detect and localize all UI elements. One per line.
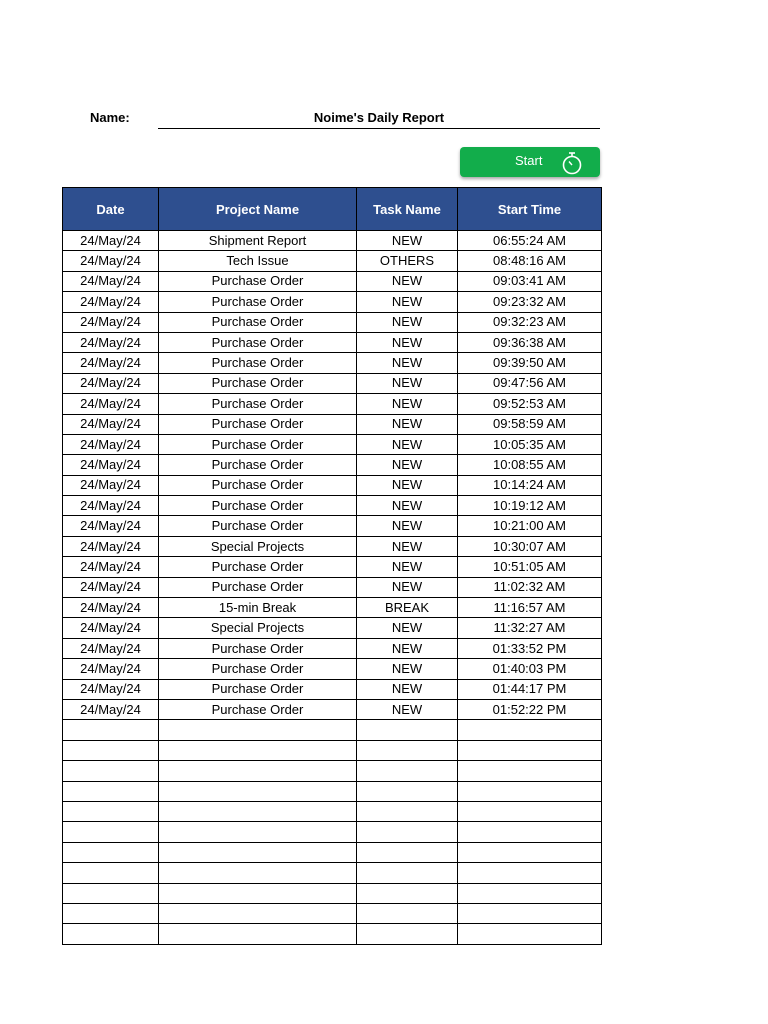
task-name-cell[interactable] [357, 761, 458, 781]
table-row [63, 638, 602, 658]
project-name-cell[interactable]: Purchase Order [159, 577, 357, 597]
date-cell[interactable] [63, 740, 159, 760]
task-name-cell[interactable] [357, 842, 458, 862]
date-cell[interactable]: 24/May/24 [63, 353, 159, 373]
project-name-cell[interactable]: Purchase Order [159, 414, 357, 434]
project-name-cell[interactable] [159, 903, 357, 923]
start-time-cell[interactable]: 06:55:24 AM [458, 231, 602, 251]
project-name-cell[interactable] [159, 801, 357, 821]
date-cell[interactable] [63, 801, 159, 821]
date-cell[interactable]: 24/May/24 [63, 394, 159, 414]
table-row [63, 475, 602, 495]
start-time-cell[interactable]: 01:44:17 PM [458, 679, 602, 699]
date-cell[interactable]: 24/May/24 [63, 618, 159, 638]
date-cell[interactable]: 24/May/24 [63, 598, 159, 618]
task-name-cell[interactable]: NEW [357, 394, 458, 414]
start-time-cell[interactable]: 10:30:07 AM [458, 536, 602, 556]
table-row [63, 659, 602, 679]
start-time-cell[interactable]: 09:36:38 AM [458, 332, 602, 352]
date-cell[interactable]: 24/May/24 [63, 332, 159, 352]
table-row [63, 414, 602, 434]
table-row [63, 699, 602, 719]
start-time-cell[interactable]: 09:03:41 AM [458, 271, 602, 291]
start-time-cell[interactable]: 01:33:52 PM [458, 638, 602, 658]
task-name-cell[interactable] [357, 883, 458, 903]
task-name-cell[interactable]: BREAK [357, 598, 458, 618]
start-time-cell[interactable]: 10:19:12 AM [458, 496, 602, 516]
task-name-cell[interactable]: NEW [357, 536, 458, 556]
date-cell[interactable]: 24/May/24 [63, 414, 159, 434]
task-name-cell[interactable]: NEW [357, 455, 458, 475]
table-row [63, 740, 602, 760]
date-cell[interactable]: 24/May/24 [63, 577, 159, 597]
task-name-cell[interactable]: NEW [357, 659, 458, 679]
project-name-cell[interactable] [159, 740, 357, 760]
table-row [63, 720, 602, 740]
start-time-cell[interactable] [458, 863, 602, 883]
start-time-cell[interactable]: 11:32:27 AM [458, 618, 602, 638]
task-name-cell[interactable] [357, 720, 458, 740]
table-row [63, 781, 602, 801]
table-row [63, 883, 602, 903]
start-time-cell[interactable]: 09:47:56 AM [458, 373, 602, 393]
table-row [63, 231, 602, 251]
task-name-cell[interactable]: OTHERS [357, 251, 458, 271]
project-name-cell[interactable] [159, 863, 357, 883]
task-name-cell[interactable] [357, 863, 458, 883]
task-name-cell[interactable]: NEW [357, 577, 458, 597]
date-cell[interactable]: 24/May/24 [63, 536, 159, 556]
name-label: Name: [90, 110, 130, 125]
project-name-cell[interactable]: Purchase Order [159, 353, 357, 373]
start-button[interactable] [460, 147, 600, 177]
date-cell[interactable] [63, 842, 159, 862]
date-cell[interactable]: 24/May/24 [63, 312, 159, 332]
project-name-cell[interactable]: Purchase Order [159, 659, 357, 679]
start-time-cell[interactable] [458, 801, 602, 821]
task-name-cell[interactable]: NEW [357, 312, 458, 332]
project-name-cell[interactable]: Purchase Order [159, 373, 357, 393]
project-name-cell[interactable]: Purchase Order [159, 271, 357, 291]
start-time-cell[interactable] [458, 842, 602, 862]
date-cell[interactable]: 24/May/24 [63, 475, 159, 495]
project-name-cell[interactable]: Purchase Order [159, 699, 357, 719]
table-row [63, 761, 602, 781]
project-name-cell[interactable]: Purchase Order [159, 332, 357, 352]
table-row [63, 332, 602, 352]
project-name-cell[interactable] [159, 720, 357, 740]
task-name-cell[interactable]: NEW [357, 638, 458, 658]
project-name-cell[interactable] [159, 842, 357, 862]
table-row [63, 271, 602, 291]
date-cell[interactable]: 24/May/24 [63, 496, 159, 516]
start-time-cell[interactable]: 09:23:32 AM [458, 292, 602, 312]
report-table [62, 187, 602, 945]
project-name-cell[interactable]: Purchase Order [159, 679, 357, 699]
date-cell[interactable] [63, 883, 159, 903]
table-row [63, 353, 602, 373]
start-time-cell[interactable] [458, 781, 602, 801]
task-name-cell[interactable]: NEW [357, 373, 458, 393]
task-name-cell[interactable]: NEW [357, 557, 458, 577]
project-name-cell[interactable]: Purchase Order [159, 455, 357, 475]
date-cell[interactable] [63, 720, 159, 740]
table-row [63, 536, 602, 556]
column-header-project-name[interactable]: Project Name [159, 188, 357, 231]
start-time-cell[interactable]: 10:05:35 AM [458, 434, 602, 454]
table-row [63, 863, 602, 883]
start-time-cell[interactable]: 09:32:23 AM [458, 312, 602, 332]
task-name-cell[interactable]: NEW [357, 271, 458, 291]
start-time-cell[interactable] [458, 822, 602, 842]
start-time-cell[interactable]: 10:51:05 AM [458, 557, 602, 577]
project-name-cell[interactable]: Special Projects [159, 536, 357, 556]
date-cell[interactable] [63, 924, 159, 944]
start-time-cell[interactable] [458, 883, 602, 903]
project-name-cell[interactable]: Purchase Order [159, 292, 357, 312]
date-cell[interactable]: 24/May/24 [63, 251, 159, 271]
start-time-cell[interactable]: 11:02:32 AM [458, 577, 602, 597]
date-cell[interactable] [63, 781, 159, 801]
start-time-cell[interactable] [458, 903, 602, 923]
date-cell[interactable]: 24/May/24 [63, 679, 159, 699]
project-name-cell[interactable] [159, 781, 357, 801]
project-name-cell[interactable] [159, 822, 357, 842]
table-row [63, 434, 602, 454]
date-cell[interactable] [63, 863, 159, 883]
table-body [63, 231, 602, 945]
start-time-cell[interactable]: 11:16:57 AM [458, 598, 602, 618]
date-cell[interactable]: 24/May/24 [63, 434, 159, 454]
table-row [63, 251, 602, 271]
date-cell[interactable]: 24/May/24 [63, 292, 159, 312]
start-time-cell[interactable]: 09:39:50 AM [458, 353, 602, 373]
table-row [63, 292, 602, 312]
project-name-cell[interactable]: Purchase Order [159, 516, 357, 536]
date-cell[interactable]: 24/May/24 [63, 699, 159, 719]
stopwatch-icon [561, 151, 583, 175]
task-name-cell[interactable]: NEW [357, 679, 458, 699]
project-name-cell[interactable]: Purchase Order [159, 312, 357, 332]
table-row [63, 496, 602, 516]
project-name-cell[interactable]: Shipment Report [159, 231, 357, 251]
task-name-cell[interactable]: NEW [357, 292, 458, 312]
task-name-cell[interactable] [357, 781, 458, 801]
task-name-cell[interactable]: NEW [357, 332, 458, 352]
date-cell[interactable]: 24/May/24 [63, 373, 159, 393]
table-row [63, 312, 602, 332]
task-name-cell[interactable]: NEW [357, 699, 458, 719]
title-underline [158, 128, 600, 129]
table-row [63, 598, 602, 618]
task-name-cell[interactable]: NEW [357, 496, 458, 516]
project-name-cell[interactable]: 15-min Break [159, 598, 357, 618]
task-name-cell[interactable] [357, 801, 458, 821]
task-name-cell[interactable]: NEW [357, 434, 458, 454]
start-time-cell[interactable] [458, 924, 602, 944]
project-name-cell[interactable]: Purchase Order [159, 475, 357, 495]
task-name-cell[interactable]: NEW [357, 475, 458, 495]
task-name-cell[interactable]: NEW [357, 414, 458, 434]
project-name-cell[interactable] [159, 761, 357, 781]
date-cell[interactable]: 24/May/24 [63, 516, 159, 536]
start-time-cell[interactable]: 09:52:53 AM [458, 394, 602, 414]
table-row [63, 373, 602, 393]
date-cell[interactable]: 24/May/24 [63, 271, 159, 291]
table-row [63, 924, 602, 944]
column-header-start-time[interactable]: Start Time [458, 188, 602, 231]
project-name-cell[interactable]: Purchase Order [159, 434, 357, 454]
project-name-cell[interactable] [159, 924, 357, 944]
task-name-cell[interactable]: NEW [357, 618, 458, 638]
start-time-cell[interactable]: 01:52:22 PM [458, 699, 602, 719]
task-name-cell[interactable]: NEW [357, 516, 458, 536]
date-cell[interactable] [63, 822, 159, 842]
start-time-cell[interactable]: 10:08:55 AM [458, 455, 602, 475]
date-cell[interactable]: 24/May/24 [63, 557, 159, 577]
date-cell[interactable]: 24/May/24 [63, 659, 159, 679]
table-header-row [63, 188, 602, 231]
date-cell[interactable] [63, 903, 159, 923]
column-header-task-name[interactable]: Task Name [357, 188, 458, 231]
task-name-cell[interactable] [357, 924, 458, 944]
start-time-cell[interactable] [458, 740, 602, 760]
table-row [63, 842, 602, 862]
table-row [63, 801, 602, 821]
start-time-cell[interactable]: 10:21:00 AM [458, 516, 602, 536]
project-name-cell[interactable]: Tech Issue [159, 251, 357, 271]
report-title[interactable]: Noime's Daily Report [313, 110, 445, 125]
start-time-cell[interactable]: 09:58:59 AM [458, 414, 602, 434]
start-time-cell[interactable]: 01:40:03 PM [458, 659, 602, 679]
table-row [63, 822, 602, 842]
project-name-cell[interactable]: Purchase Order [159, 394, 357, 414]
date-cell[interactable]: 24/May/24 [63, 638, 159, 658]
table-row [63, 455, 602, 475]
task-name-cell[interactable]: NEW [357, 353, 458, 373]
project-name-cell[interactable] [159, 883, 357, 903]
table-row [63, 394, 602, 414]
task-name-cell[interactable]: NEW [357, 231, 458, 251]
project-name-cell[interactable]: Purchase Order [159, 496, 357, 516]
task-name-cell[interactable] [357, 903, 458, 923]
table-row [63, 679, 602, 699]
start-time-cell[interactable] [458, 761, 602, 781]
task-name-cell[interactable] [357, 740, 458, 760]
table-row [63, 618, 602, 638]
project-name-cell[interactable]: Purchase Order [159, 557, 357, 577]
table-row [63, 557, 602, 577]
start-time-cell[interactable]: 08:48:16 AM [458, 251, 602, 271]
start-time-cell[interactable] [458, 720, 602, 740]
table-row [63, 903, 602, 923]
date-cell[interactable]: 24/May/24 [63, 231, 159, 251]
date-cell[interactable] [63, 761, 159, 781]
task-name-cell[interactable] [357, 822, 458, 842]
table-row [63, 516, 602, 536]
start-time-cell[interactable]: 10:14:24 AM [458, 475, 602, 495]
date-cell[interactable]: 24/May/24 [63, 455, 159, 475]
column-header-date[interactable]: Date [63, 188, 159, 231]
project-name-cell[interactable]: Special Projects [159, 618, 357, 638]
start-button-label: Start [515, 153, 543, 168]
project-name-cell[interactable]: Purchase Order [159, 638, 357, 658]
table-row [63, 577, 602, 597]
